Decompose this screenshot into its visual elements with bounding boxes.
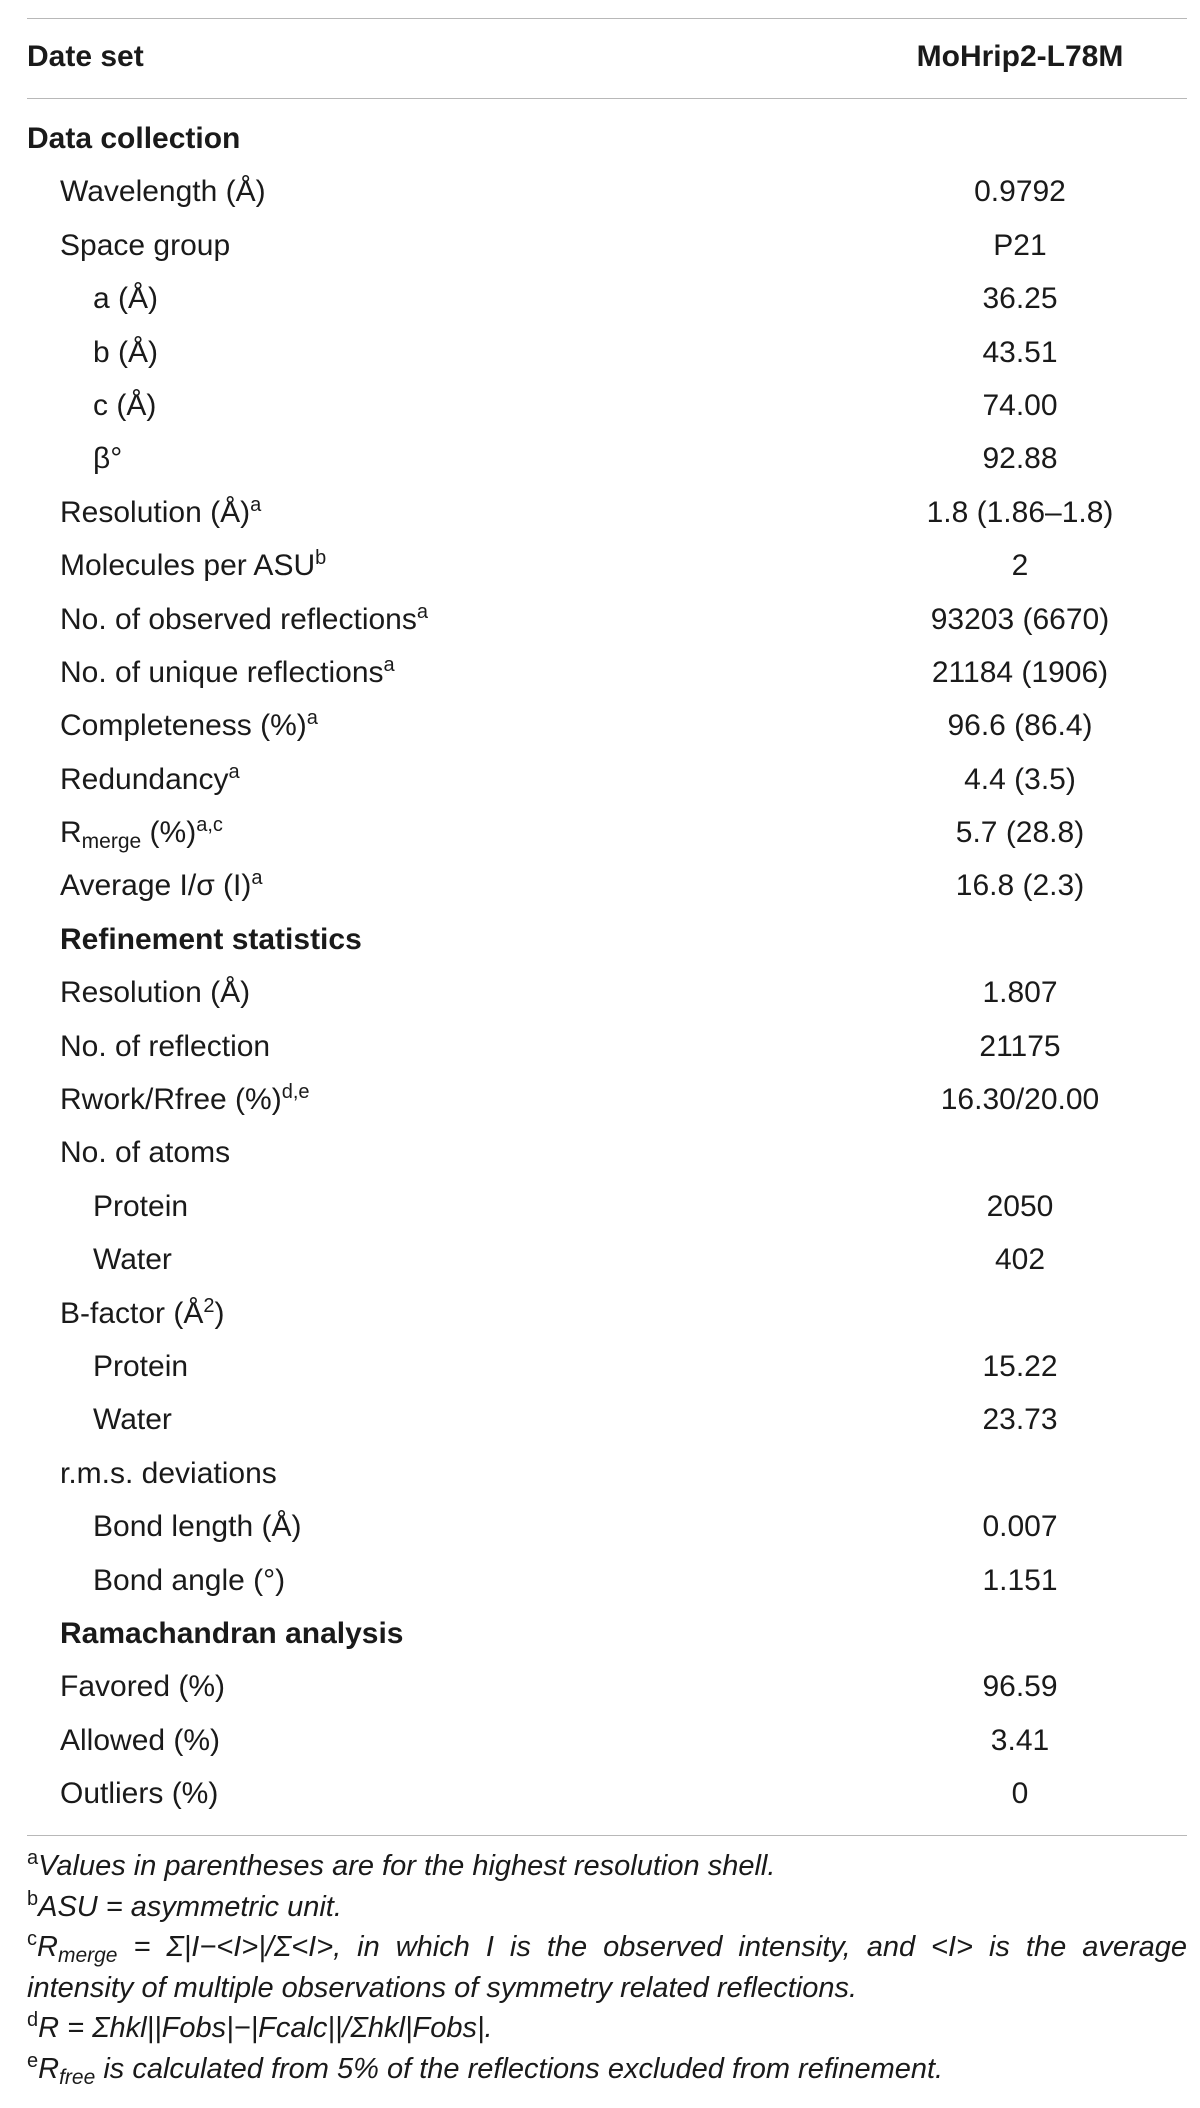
row-value: 0.9792 xyxy=(974,175,1066,209)
footnote-ref: a xyxy=(228,760,240,783)
row-label: Protein xyxy=(93,1349,189,1383)
row-value: 1.807 xyxy=(982,976,1058,1010)
row-value: 1.8 (1.86–1.8) xyxy=(926,495,1114,529)
footnote-ref: d,e xyxy=(281,1081,310,1104)
row-label: c (Å) xyxy=(93,388,157,422)
footnote-b: $^b$ASU = asymmetric unit. xyxy=(27,1887,342,1923)
row-label: Bond length (Å) xyxy=(93,1510,302,1544)
row-value: 402 xyxy=(994,1243,1046,1277)
header-col-dataset: Date set xyxy=(27,40,144,73)
table-row xyxy=(0,487,1200,540)
table-row xyxy=(0,380,1200,433)
table-row xyxy=(0,166,1200,219)
header-rule xyxy=(27,98,1187,99)
row-label: Allowed (%) xyxy=(60,1723,221,1757)
footnote-ref: b xyxy=(315,547,327,570)
table-row xyxy=(0,1234,1200,1287)
row-value: 2 xyxy=(1011,549,1029,583)
table-row xyxy=(0,1715,1200,1768)
row-value: 1.151 xyxy=(982,1563,1058,1597)
row-label: No. of unique reflections$^a$ xyxy=(60,653,395,689)
row-value: 16.8 (2.3) xyxy=(955,869,1085,903)
subscript: merge xyxy=(81,830,142,854)
row-value: 4.4 (3.5) xyxy=(964,762,1076,796)
table-row xyxy=(0,647,1200,700)
table-body xyxy=(0,113,1200,1822)
row-label: Protein xyxy=(93,1189,189,1223)
table-row xyxy=(0,1021,1200,1074)
table-row xyxy=(0,273,1200,326)
table-row xyxy=(0,1394,1200,1447)
section-refinement-statistics xyxy=(0,914,1200,967)
table-row xyxy=(0,1501,1200,1554)
footnotes xyxy=(27,1846,1187,2089)
table-row xyxy=(0,1127,1200,1180)
superscript: 2 xyxy=(203,1294,215,1317)
table-row xyxy=(0,1768,1200,1821)
row-value: 21184 (1906) xyxy=(931,655,1109,689)
row-value: 96.6 (86.4) xyxy=(947,709,1093,743)
footnote-ref: a xyxy=(250,493,262,516)
row-label: Bond angle (°) xyxy=(93,1563,286,1597)
table-row xyxy=(0,967,1200,1020)
section-title: Refinement statistics xyxy=(60,922,362,956)
row-value: P21 xyxy=(993,228,1047,262)
table-row xyxy=(0,1181,1200,1234)
row-value: 5.7 (28.8) xyxy=(955,816,1085,850)
section-title: Ramachandran analysis xyxy=(60,1616,404,1650)
footnote-ref: a xyxy=(416,600,428,623)
row-value: 96.59 xyxy=(982,1670,1058,1704)
row-value: 93203 (6670) xyxy=(930,602,1110,636)
row-label: Resolution (Å)$^a$ xyxy=(60,493,262,529)
row-value: 36.25 xyxy=(982,282,1058,316)
row-label: B-factor $(Å^2)$ xyxy=(60,1294,225,1330)
table-row xyxy=(0,700,1200,753)
row-value: 0.007 xyxy=(982,1510,1058,1544)
row-label: Water xyxy=(93,1403,172,1437)
table-row xyxy=(0,540,1200,593)
table-row xyxy=(0,860,1200,913)
row-label: β° xyxy=(93,442,123,476)
row-label: Favored (%) xyxy=(60,1670,226,1704)
footnote-ref: a xyxy=(306,707,318,730)
row-label: Average I/σ $(I)^a$ xyxy=(60,867,263,903)
row-label: b (Å) xyxy=(93,335,159,369)
row-label: Wavelength (Å) xyxy=(60,175,266,209)
footnote-ref: a xyxy=(251,867,263,890)
row-label: Completeness (%)$^a$ xyxy=(60,707,318,743)
row-value: 21175 xyxy=(979,1029,1061,1063)
row-label: Water xyxy=(93,1243,172,1277)
row-value: 3.41 xyxy=(990,1723,1050,1757)
row-label: Space group xyxy=(60,228,231,262)
header-col-structure: MoHrip2-L78M xyxy=(916,40,1124,73)
row-label: Redundancy$^a$ xyxy=(60,760,240,796)
footnote-e: $^eR_{free}$ is calculated from 5% of the reflections excluded from refinement. xyxy=(27,2049,944,2089)
row-label: No. of reflection xyxy=(60,1029,271,1063)
section-data-collection xyxy=(0,113,1200,166)
table-header xyxy=(0,18,1200,98)
table-row xyxy=(0,1448,1200,1501)
row-value: 43.51 xyxy=(982,335,1058,369)
row-label: Rwork/Rfree (%)$^{d,e}$ xyxy=(60,1081,310,1117)
row-label: a (Å) xyxy=(93,282,159,316)
bottom-rule xyxy=(27,1835,1187,1836)
row-value: 16.30/20.00 xyxy=(940,1083,1100,1117)
table-row xyxy=(0,1074,1200,1127)
footnote-ref: a,c xyxy=(196,814,223,837)
row-value: 2050 xyxy=(986,1189,1054,1223)
table-row xyxy=(0,807,1200,860)
row-value: 74.00 xyxy=(982,388,1058,422)
row-label: r.m.s. deviations xyxy=(60,1456,277,1490)
row-value: 15.22 xyxy=(982,1349,1058,1383)
table-row xyxy=(0,220,1200,273)
table-row xyxy=(0,1288,1200,1341)
table-row xyxy=(0,1661,1200,1714)
row-label: No. of observed reflections$^a$ xyxy=(60,600,428,636)
row-label: Outliers (%) xyxy=(60,1777,219,1811)
section-title: Data collection xyxy=(27,122,241,155)
row-value: 0 xyxy=(1011,1777,1029,1811)
table-row xyxy=(0,754,1200,807)
footnote-d: $^d$R = Σhkl||Fobs|−|Fcalc||/Σhkl|Fobs|. xyxy=(27,2009,493,2044)
table-row xyxy=(0,433,1200,486)
row-label: Resolution (Å) xyxy=(60,976,251,1010)
footnote-a: $^a$Values in parentheses are for the highest resolution shell. xyxy=(27,1847,776,1882)
footnote-ref: a xyxy=(383,653,395,676)
section-ramachandran-analysis xyxy=(0,1608,1200,1661)
footnote-c: $^cR_{merge} = \Sigma|I-<I>|/\Sigma<I>$, in which I is the observed intensity, and <I> is the average intensity of multiple observations of symmetry related reflections. xyxy=(27,1928,1187,2004)
table-row xyxy=(0,594,1200,647)
row-label: $R_{merge}$ (%)$^{a,c}$ xyxy=(60,814,223,854)
row-value: 23.73 xyxy=(982,1403,1058,1437)
row-label: No. of atoms xyxy=(60,1136,231,1170)
table-row xyxy=(0,1555,1200,1608)
row-label: Molecules per ASU$^b$ xyxy=(60,547,327,583)
table-row xyxy=(0,327,1200,380)
row-value: 92.88 xyxy=(982,442,1058,476)
table-row xyxy=(0,1341,1200,1394)
